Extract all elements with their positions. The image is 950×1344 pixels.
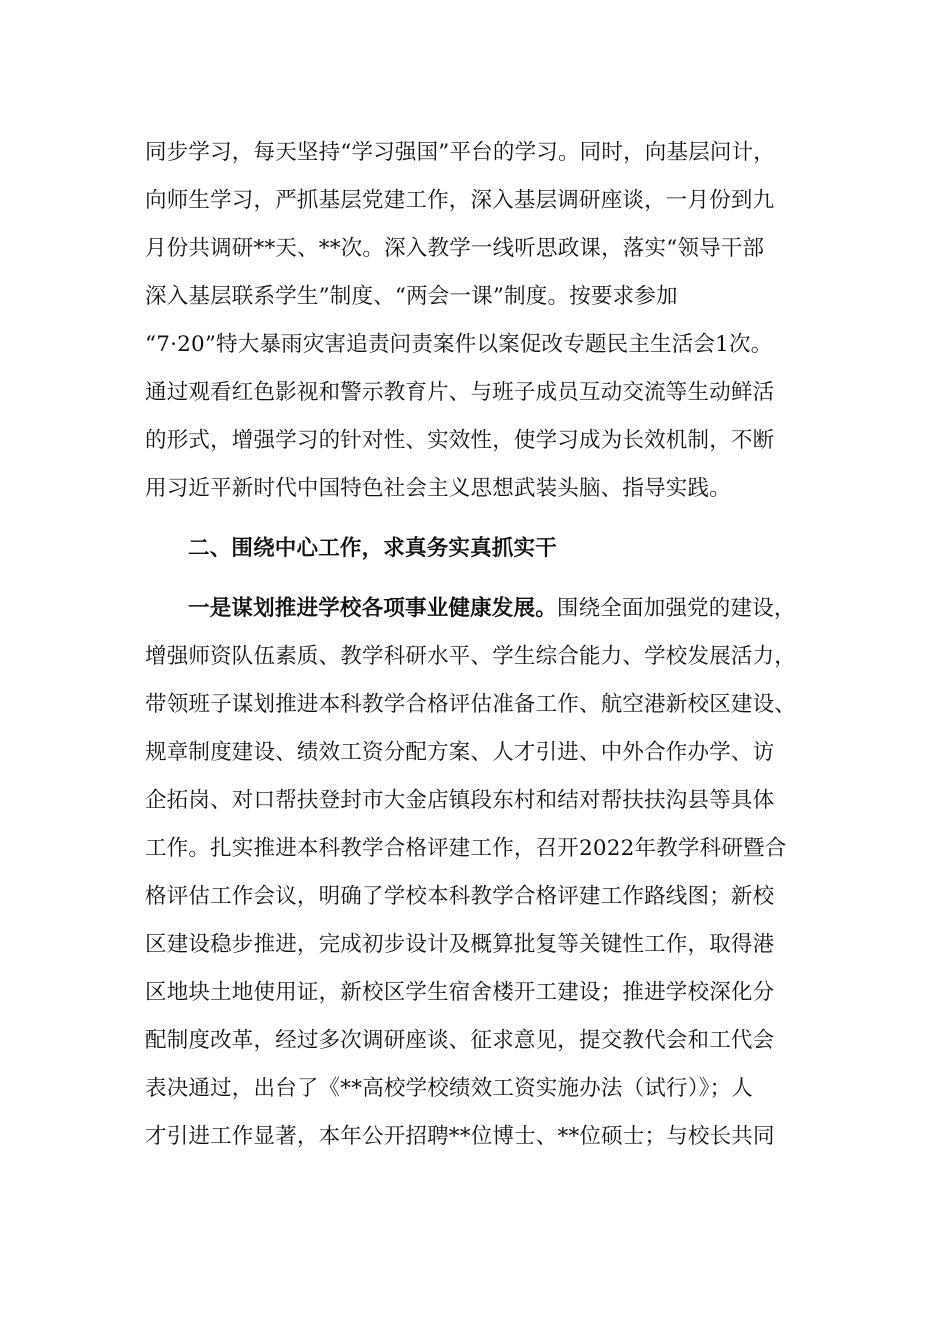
body-text-line: 企拓岗、对口帮扶登封市大金店镇段东村和结对帮扶扶沟县等具体 (145, 788, 775, 813)
paragraph-lead-rest: 围绕全面加强党的建设， (556, 596, 796, 621)
body-text-line: “7·20”特大暴雨灾害追责问责案件以案促改专题民主生活会1次。 (145, 332, 773, 357)
body-text-line: 格评估工作会议，明确了学校本科教学合格评建工作路线图；新校 (145, 884, 775, 909)
body-text-line: 区建设稳步推进，完成初步设计及概算批复等关键性工作，取得港 (145, 932, 775, 957)
body-text-line: 同步学习，每天坚持“学习强国”平台的学习。同时，向基层问计， (145, 140, 775, 165)
body-text-line: 用习近平新时代中国特色社会主义思想武装头脑、指导实践。 (145, 476, 731, 501)
body-text-line: 增强师资队伍素质、教学科研水平、学生综合能力、学校发展活力， (145, 644, 797, 669)
body-text-line: 深入基层联系学生”制度、“两会一课”制度。按要求参加 (145, 284, 678, 309)
section-heading: 二、围绕中心工作，求真务实真抓实干 (188, 536, 557, 561)
body-text-line: 向师生学习，严抓基层党建工作，深入基层调研座谈，一月份到九 (145, 188, 775, 213)
body-text-line: 工作。扎实推进本科教学合格评建工作，召开2022年教学科研暨合 (145, 836, 787, 861)
body-text-line: 表决通过，出台了《**高校学校绩效工资实施办法（试行）》；人 (145, 1076, 754, 1101)
body-text-line: 配制度改革，经过多次调研座谈、征求意见，提交教代会和工代会 (145, 1028, 775, 1053)
body-text-line: 的形式，增强学习的针对性、实效性，使学习成为长效机制，不断 (145, 428, 775, 453)
body-text-line: 才引进工作显著，本年公开招聘**位博士、**位硕士；与校长共同 (145, 1124, 775, 1149)
body-text-line: 带领班子谋划推进本科教学合格评估准备工作、航空港新校区建设、 (145, 692, 797, 717)
body-text-line: 区地块土地使用证，新校区学生宿舍楼开工建设；推进学校深化分 (145, 980, 775, 1005)
paragraph-first-line (188, 594, 868, 624)
paragraph-lead-bold: 一是谋划推进学校各项事业健康发展。 (188, 596, 557, 621)
body-text-line: 通过观看红色影视和警示教育片、与班子成员互动交流等生动鲜活 (145, 380, 775, 405)
body-text-line: 月份共调研**天、**次。深入教学一线听思政课，落实“领导干部 (145, 236, 765, 261)
body-text-line: 规章制度建设、绩效工资分配方案、人才引进、中外合作办学、访 (145, 740, 775, 765)
